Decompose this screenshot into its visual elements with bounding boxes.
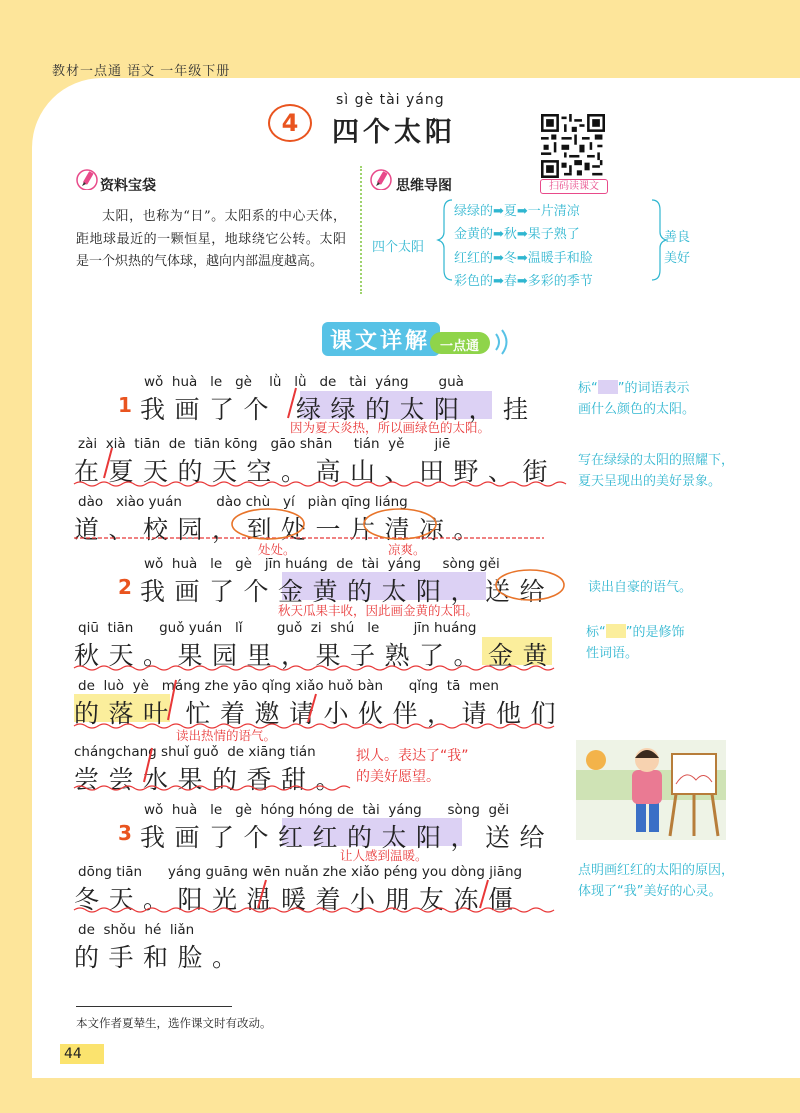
side-note-text: ”的词语表示 [617, 381, 690, 396]
text-line [74, 636, 557, 672]
section-divider [360, 166, 362, 294]
mind-map-heading: 思维导图 [396, 178, 452, 194]
pinyin-line: zài xià tiān de tiān kōng gāo shān tián yě jiē [78, 436, 451, 452]
text-segment: 金黄的太阳 [278, 577, 451, 606]
paragraph-number: 1 [118, 393, 132, 417]
mind-map-branch: 金黄的➡秋➡果子熟了 [454, 227, 580, 242]
text-line: 的手和脸。 [74, 943, 247, 972]
mind-map-branch: 红红的➡冬➡温暖手和脸 [454, 251, 593, 266]
text-segment: 红红的太阳 [278, 823, 451, 852]
text-line: 在夏天的天空。高山、田野、街 [74, 457, 558, 486]
text-line: 尝尝水果的香甜。 [74, 765, 351, 794]
pinyin-line: wǒ huà le gè jīn huáng de tài yáng sòng gěi [144, 556, 500, 572]
text-segment: 绿绿的太阳 [296, 395, 469, 424]
footnote-divider [76, 1006, 232, 1007]
side-note [586, 622, 756, 664]
text-segment: 的落叶 [74, 699, 178, 728]
section-banner [320, 318, 520, 360]
text-segment: 秋天。果园里，果子熟了。 [74, 641, 489, 670]
footnote: 本文作者夏辇生，选作课文时有改动。 [76, 1016, 272, 1030]
side-note-text: 标“ [578, 381, 598, 396]
text-line: 道、校园，到处一片清凉。 [74, 515, 489, 544]
yellow-swatch [606, 624, 626, 638]
pinyin-line: chángchang shuǐ guǒ de xiāng tián [74, 744, 316, 760]
text-segment: 忙着邀请小伙伴，请他们 [185, 699, 566, 728]
page-number: 44 [60, 1044, 104, 1064]
pinyin-line: wǒ huà le gè hóng hóng de tài yáng sòng gěi [144, 802, 510, 818]
text-segment: 我画了个 [140, 395, 279, 424]
book-header: 教材一点通 语文 一年级下册 [52, 64, 231, 79]
purple-swatch [598, 380, 618, 394]
pinyin-line: wǒ huà le gè lǜ lǜ de tài yáng guà [144, 374, 464, 390]
pinyin-line: de shǒu hé liǎn [78, 922, 195, 938]
pinyin-line: dōng tiān yáng guāng wēn nuǎn zhe xiǎo péng you dòng jiāng [78, 864, 523, 880]
text-segment: 我画了个 [140, 577, 279, 606]
paragraph-number: 2 [118, 575, 132, 599]
qr-code[interactable] [541, 114, 605, 178]
annotation-note: 的美好愿望。 [356, 769, 440, 785]
side-note-text: ”的是修饰 [625, 625, 685, 640]
banner-title: 课文详解 [330, 329, 431, 354]
annotation-note: 秋天瓜果丰收，因此画金黄的太阳。 [278, 603, 479, 618]
mind-map-conclusion: 善良 [664, 230, 691, 245]
paragraph-number: 3 [118, 821, 132, 845]
banner-tag: 一点通 [440, 339, 480, 354]
side-note: 写在绿绿的太阳的照耀下，夏天呈现出的美好景象。 [578, 453, 735, 489]
text-segment: ，送给 [450, 577, 555, 606]
lesson-title: 四个太阳 [332, 117, 456, 148]
pencil-icon [370, 168, 392, 190]
side-note [578, 378, 738, 420]
mind-map-branch: 绿绿的➡夏➡一片清凉 [454, 204, 580, 219]
boy-painting-illustration [576, 740, 726, 840]
mind-map-branch: 彩色的➡春➡多彩的季节 [454, 274, 593, 289]
text-segment: 金黄 [488, 641, 558, 670]
annotation-note: 凉爽。 [388, 542, 426, 557]
text-line [74, 694, 565, 730]
side-note: 点明画红红的太阳的原因，体现了“我”美好的心灵。 [578, 863, 735, 899]
mind-map-conclusion: 美好 [664, 251, 691, 266]
text-segment: 我画了个 [140, 823, 279, 852]
info-section-text: 太阳，也称为“日”。太阳系的中心天体，距地球最近的一颗恒星，地球绕它公转。太阳是一个炽热的气体球，越向内部温度越高。 [76, 209, 346, 269]
text-segment: ，送给 [450, 823, 555, 852]
annotation-note: 因为夏天炎热，所以画绿色的太阳。 [290, 420, 491, 435]
side-note-text: 标“ [586, 625, 606, 640]
info-section-heading: 资料宝袋 [100, 178, 156, 194]
pinyin-line: dào xiào yuán dào chù yí piàn qīng liáng [78, 494, 408, 510]
annotation-note: 读出热情的语气。 [176, 728, 277, 743]
side-note: 读出自豪的语气。 [588, 580, 693, 595]
pinyin-line: de luò yè máng zhe yāo qǐng xiǎo huǒ bàn qǐng tā men [78, 678, 499, 694]
side-note-text: 性词语。 [586, 646, 639, 661]
text-line: 冬天。阳光温暖着小朋友冻僵 [74, 885, 523, 914]
text-segment: ，挂 [468, 395, 538, 424]
pinyin-line: qiū tiān guǒ yuán lǐ guǒ zi shú le jīn huáng [78, 620, 477, 636]
mind-map-root: 四个太阳 [372, 240, 425, 255]
qr-scan-label[interactable]: 扫码读课文 [540, 179, 608, 194]
lesson-number: 4 [268, 104, 312, 142]
side-note-text: 画什么颜色的太阳。 [578, 402, 696, 417]
annotation-note: 处处。 [258, 542, 296, 557]
annotation-note: 拟人。表达了“我” [356, 748, 469, 764]
annotation-note: 让人感到温暖。 [340, 848, 428, 863]
title-pinyin: sì gè tài yáng [336, 92, 445, 108]
pencil-icon [76, 168, 98, 190]
